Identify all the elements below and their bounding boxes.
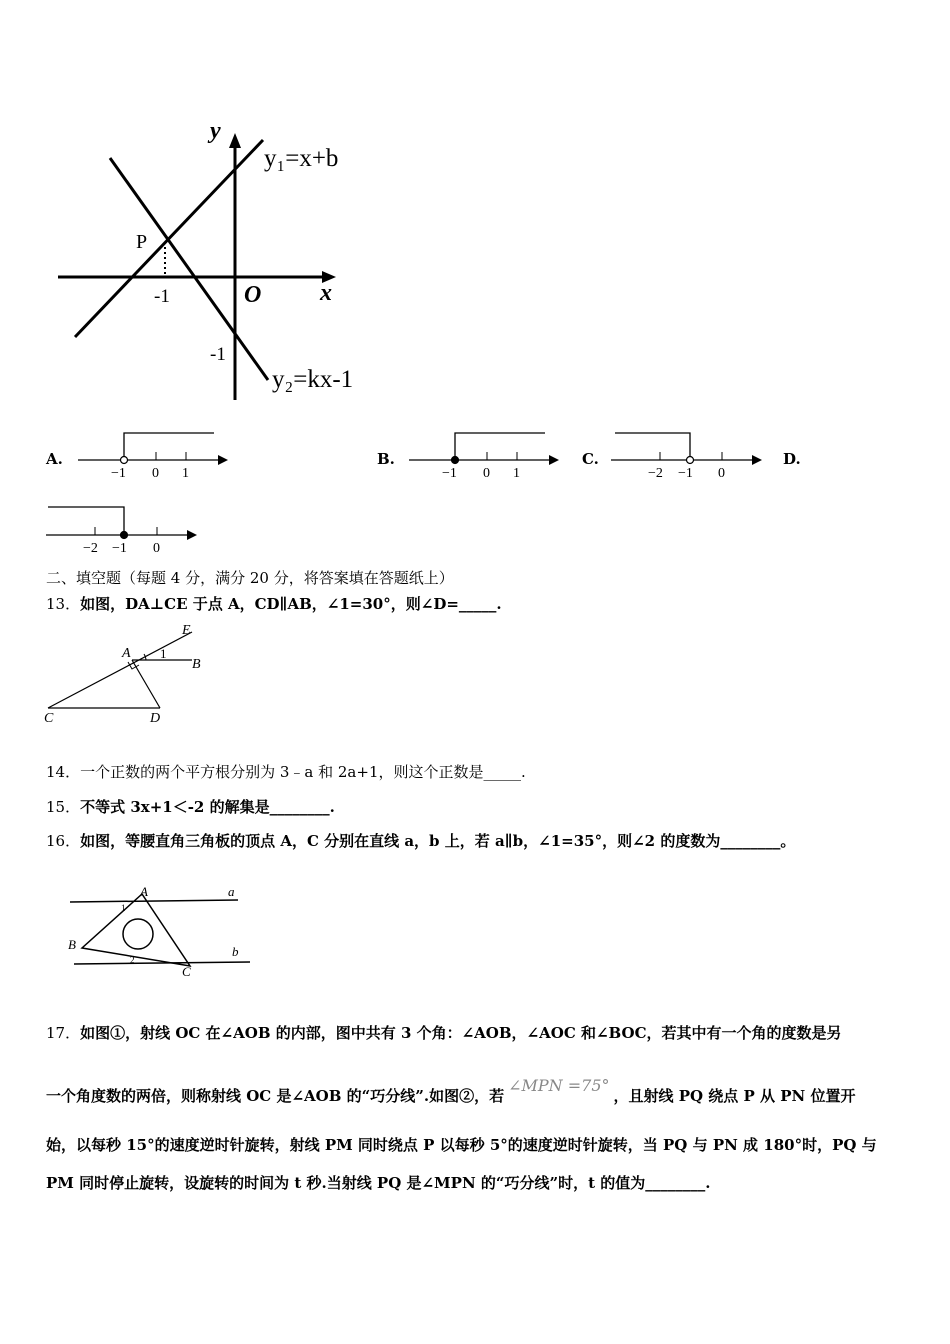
option-d-tick-2: −1 xyxy=(112,541,127,556)
question-14-number: 14． xyxy=(46,763,81,781)
option-a-tick-2: 0 xyxy=(152,466,159,481)
option-c-tick-2: −1 xyxy=(678,466,693,481)
question-17-formula: ∠MPN =75° xyxy=(508,1076,610,1095)
question-17-line-4: PM 同时停止旋转，设旋转的时间为 t 秒.当射线 PQ 是∠MPN 的“巧分线”时，t 的值为________. xyxy=(46,1174,711,1192)
question-15-number: 15． xyxy=(46,798,81,816)
question-14 xyxy=(46,762,526,782)
question-15 xyxy=(46,797,335,817)
question-17-line-1 xyxy=(46,1023,842,1043)
question-16-text: 如图，等腰直角三角板的顶点 A，C 分别在直线 a，b 上，若 a∥b，∠1=35°，则∠2 的度数为________。 xyxy=(80,832,796,850)
section-heading: 二、填空题（每题 4 分，满分 20 分，将答案填在答题纸上） xyxy=(46,569,454,587)
option-c-numberline[interactable] xyxy=(606,425,776,485)
fig16-label-a: A xyxy=(140,884,148,899)
y-axis-arrow xyxy=(229,133,241,148)
fig13-label-c: C xyxy=(44,711,54,726)
question-13-text: 如图，DA⊥CE 于点 A，CD∥AB，∠1=30°，则∠D=_____. xyxy=(80,595,502,613)
option-a-tick-3: 1 xyxy=(182,466,189,481)
option-c-tick-1: −2 xyxy=(648,466,663,481)
x-axis-label: x xyxy=(320,280,332,306)
fig16-label-2: 2 xyxy=(130,955,135,965)
question-16-figure xyxy=(60,880,260,980)
option-a-numberline[interactable] xyxy=(70,425,240,485)
option-b-tick-3: 1 xyxy=(513,466,520,481)
question-17-text-2b: ，且射线 PQ 绕点 P 从 PN 位置开 xyxy=(613,1087,856,1105)
fig13-label-a: A xyxy=(122,646,131,661)
option-d-tick-3: 0 xyxy=(153,541,160,556)
y-axis-label: y xyxy=(210,118,221,144)
option-a-label[interactable]: A. xyxy=(46,450,63,468)
question-17-line-2 xyxy=(46,1076,856,1106)
point-p-label: P xyxy=(136,231,148,253)
line1-label: y₁=x+b xyxy=(264,145,339,172)
option-b-label[interactable]: B. xyxy=(377,450,395,468)
fig16-label-c: C xyxy=(182,964,191,979)
linear-functions-graph xyxy=(40,110,380,410)
option-b-numberline[interactable] xyxy=(401,425,571,485)
line-y2 xyxy=(110,158,268,380)
option-c-label[interactable]: C. xyxy=(582,450,599,468)
question-16 xyxy=(46,831,795,851)
fig16-label-b: B xyxy=(68,937,76,952)
question-17-text-1: 如图①，射线 OC 在∠AOB 的内部，图中共有 3 个角：∠AOB，∠AOC 和∠BOC，若其中有一个角的度数是另 xyxy=(80,1024,842,1042)
option-d-label[interactable]: D. xyxy=(783,450,801,468)
question-17-line-3: 始，以每秒 15°的速度逆时针旋转，射线 PM 同时绕点 P 以每秒 5°的速度逆时针旋转，当 PQ 与 PN 成 180°时，PQ 与 xyxy=(46,1136,877,1154)
fig16-label-1: 1 xyxy=(121,903,126,913)
line2-label: y₂=kx-1 xyxy=(272,366,354,393)
fig13-label-1: 1 xyxy=(160,646,167,661)
question-17-number: 17． xyxy=(46,1024,81,1042)
question-13 xyxy=(46,594,502,614)
y-tick-label: -1 xyxy=(210,344,226,365)
origin-label: O xyxy=(244,282,262,308)
fig13-label-e: E xyxy=(182,623,191,638)
question-16-number: 16． xyxy=(46,832,81,850)
option-a-tick-1: −1 xyxy=(111,466,126,481)
fig13-label-b: B xyxy=(192,657,201,672)
question-13-number: 13． xyxy=(46,595,81,613)
option-c-tick-3: 0 xyxy=(718,466,725,481)
x-tick-label: -1 xyxy=(154,286,170,307)
question-14-text: 一个正数的两个平方根分别为 3﹣a 和 2a+1，则这个正数是_____. xyxy=(80,763,526,781)
option-d-numberline[interactable] xyxy=(42,497,212,559)
fig16-label-line-a: a xyxy=(228,884,235,899)
question-13-figure xyxy=(40,620,220,730)
fig13-label-d: D xyxy=(150,711,161,726)
question-15-text: 不等式 3x+1＜-2 的解集是________. xyxy=(80,798,335,816)
option-b-tick-1: −1 xyxy=(442,466,457,481)
fig16-label-line-b: b xyxy=(232,944,239,959)
option-d-tick-1: −2 xyxy=(83,541,98,556)
option-b-tick-2: 0 xyxy=(483,466,490,481)
question-17-text-2a: 一个角度数的两倍，则称射线 OC 是∠AOB 的“巧分线”.如图②，若 xyxy=(46,1087,505,1105)
